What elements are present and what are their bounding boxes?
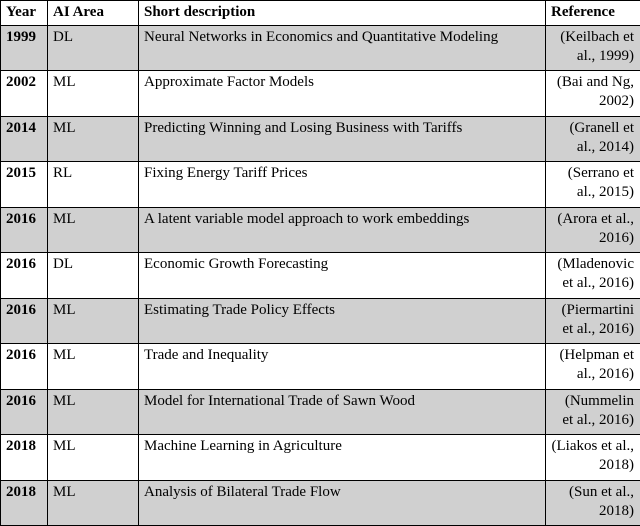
cell-description: Economic Growth Forecasting: [139, 253, 546, 298]
cell-description: A latent variable model approach to work embeddings: [139, 207, 546, 252]
cell-reference: (Granell et al., 2014): [546, 116, 640, 161]
cell-year: 2016: [1, 344, 48, 389]
cell-year: 2016: [1, 298, 48, 343]
cell-year: 2018: [1, 435, 48, 480]
table-row: [1, 116, 640, 161]
table-row: [1, 162, 640, 207]
cell-description: Machine Learning in Agriculture: [139, 435, 546, 480]
cell-ai-area: ML: [48, 389, 139, 434]
cell-reference: (Keilbach et al., 1999): [546, 26, 640, 71]
table-row: [1, 298, 640, 343]
cell-description: Trade and Inequality: [139, 344, 546, 389]
cell-year: 2016: [1, 253, 48, 298]
header-reference: Reference: [546, 1, 640, 26]
cell-year: 2016: [1, 389, 48, 434]
table-row: [1, 26, 640, 71]
header-row: [1, 1, 640, 26]
cell-reference: (Sun et al., 2018): [546, 480, 640, 525]
table-row: [1, 253, 640, 298]
cell-description: Fixing Energy Tariff Prices: [139, 162, 546, 207]
cell-reference: (Mladenovic et al., 2016): [546, 253, 640, 298]
header-year: Year: [1, 1, 48, 26]
cell-ai-area: ML: [48, 116, 139, 161]
cell-description: Estimating Trade Policy Effects: [139, 298, 546, 343]
cell-ai-area: ML: [48, 344, 139, 389]
cell-ai-area: ML: [48, 207, 139, 252]
cell-ai-area: DL: [48, 253, 139, 298]
cell-description: Neural Networks in Economics and Quantitative Modeling: [139, 26, 546, 71]
cell-ai-area: RL: [48, 162, 139, 207]
cell-description: Predicting Winning and Losing Business with Tariffs: [139, 116, 546, 161]
cell-year: 2014: [1, 116, 48, 161]
table-row: [1, 344, 640, 389]
cell-ai-area: ML: [48, 71, 139, 116]
cell-year: 2018: [1, 480, 48, 525]
header-short-description: Short description: [139, 1, 546, 26]
table-body: [1, 26, 640, 526]
cell-reference: (Piermartini et al., 2016): [546, 298, 640, 343]
cell-reference: (Nummelin et al., 2016): [546, 389, 640, 434]
cell-reference: (Serrano et al., 2015): [546, 162, 640, 207]
table-row: [1, 480, 640, 525]
cell-ai-area: ML: [48, 298, 139, 343]
cell-ai-area: DL: [48, 26, 139, 71]
table-row: [1, 71, 640, 116]
table-row: [1, 207, 640, 252]
cell-year: 1999: [1, 26, 48, 71]
cell-description: Model for International Trade of Sawn Wood: [139, 389, 546, 434]
cell-ai-area: ML: [48, 480, 139, 525]
cell-description: Approximate Factor Models: [139, 71, 546, 116]
cell-reference: (Bai and Ng, 2002): [546, 71, 640, 116]
header-ai-area: AI Area: [48, 1, 139, 26]
cell-reference: (Liakos et al., 2018): [546, 435, 640, 480]
cell-reference: (Arora et al., 2016): [546, 207, 640, 252]
table-row: [1, 389, 640, 434]
cell-ai-area: ML: [48, 435, 139, 480]
cell-year: 2016: [1, 207, 48, 252]
cell-year: 2002: [1, 71, 48, 116]
cell-year: 2015: [1, 162, 48, 207]
table-row: [1, 435, 640, 480]
cell-description: Analysis of Bilateral Trade Flow: [139, 480, 546, 525]
cell-reference: (Helpman et al., 2016): [546, 344, 640, 389]
